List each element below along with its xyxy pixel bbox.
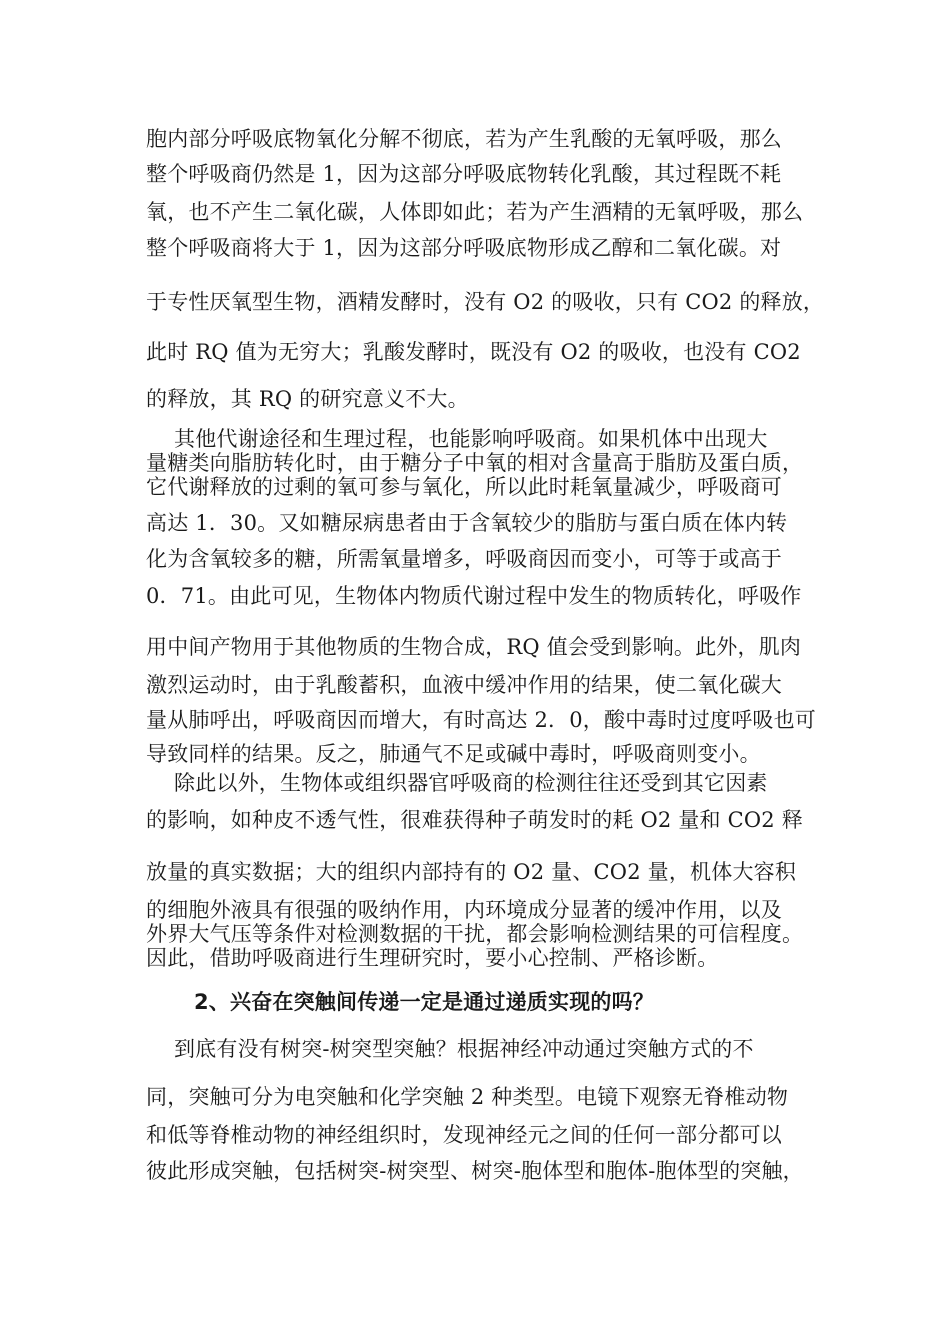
paragraph-first-line: 其他代谢途径和生理过程，也能影响呼吸商。如果机体中出现大: [174, 427, 768, 451]
text-line: 外界大气压等条件对检测数据的干扰，都会影响检测结果的可信程度。: [146, 922, 804, 946]
text-line: 它代谢释放的过剩的氧可参与氧化，所以此时耗氧量减少，呼吸商可: [146, 475, 782, 499]
text-line: 此时 RQ 值为无穷大；乳酸发酵时，既没有 O2 的吸收，也没有 CO2: [146, 340, 801, 364]
paragraph-first-line: 到底有没有树突-树突型突触？根据神经冲动通过突触方式的不: [174, 1037, 754, 1061]
text-line: 同，突触可分为电突触和化学突触 2 种类型。电镜下观察无脊椎动物: [146, 1085, 789, 1109]
text-line: 化为含氧较多的糖，所需氧量增多，呼吸商因而变小，可等于或高于: [146, 547, 782, 571]
text-line: 的细胞外液具有很强的吸纳作用，内环境成分显著的缓冲作用，以及: [146, 898, 782, 922]
text-line: 导致同样的结果。反之，肺通气不足或碱中毒时，呼吸商则变小。: [146, 742, 761, 766]
text-line: 和低等脊椎动物的神经组织时，发现神经元之间的任何一部分都可以: [146, 1123, 782, 1147]
text-line: 量糖类向脂肪转化时，由于糖分子中氧的相对含量高于脂肪及蛋白质，: [146, 451, 804, 475]
text-line: 的释放，其 RQ 的研究意义不大。: [146, 387, 469, 411]
text-line: 胞内部分呼吸底物氧化分解不彻底，若为产生乳酸的无氧呼吸，那么: [146, 127, 782, 151]
text-line: 0．71。由此可见，生物体内物质代谢过程中发生的物质转化，呼吸作: [146, 584, 802, 608]
text-line: 的影响，如种皮不透气性，很难获得种子萌发时的耗 O2 量和 CO2 释: [146, 808, 803, 832]
text-line: 整个呼吸商将大于 1，因为这部分呼吸底物形成乙醇和二氧化碳。对: [146, 236, 782, 260]
text-line: 于专性厌氧型生物，酒精发酵时，没有 O2 的吸收，只有 CO2 的释放，: [146, 290, 825, 314]
text-line: 量从肺呼出，呼吸商因而增大，有时高达 2．0，酸中毒时过度呼吸也可: [146, 708, 816, 732]
text-line: 氧，也不产生二氧化碳，人体即如此；若为产生酒精的无氧呼吸，那么: [146, 200, 804, 224]
text-line: 激烈运动时，由于乳酸蓄积，血液中缓冲作用的结果，使二氧化碳大: [146, 673, 782, 697]
text-line: 因此，借助呼吸商进行生理研究时，要小心控制、严格诊断。: [146, 946, 719, 970]
text-line: 彼此形成突触，包括树突-树突型、树突-胞体型和胞体-胞体型的突触，: [146, 1159, 804, 1183]
text-line: 高达 1．30。又如糖尿病患者由于含氧较少的脂肪与蛋白质在体内转: [146, 511, 788, 535]
text-line: 用中间产物用于其他物质的生物合成，RQ 值会受到影响。此外，肌肉: [146, 635, 802, 659]
paragraph-first-line: 除此以外，生物体或组织器官呼吸商的检测往往还受到其它因素: [174, 771, 768, 795]
section-heading: 2、兴奋在突触间传递一定是通过递质实现的吗？: [194, 990, 655, 1014]
text-line: 整个呼吸商仍然是 1，因为这部分呼吸底物转化乳酸，其过程既不耗: [146, 162, 782, 186]
text-line: 放量的真实数据；大的组织内部持有的 O2 量、CO2 量，机体大容积: [146, 860, 797, 884]
